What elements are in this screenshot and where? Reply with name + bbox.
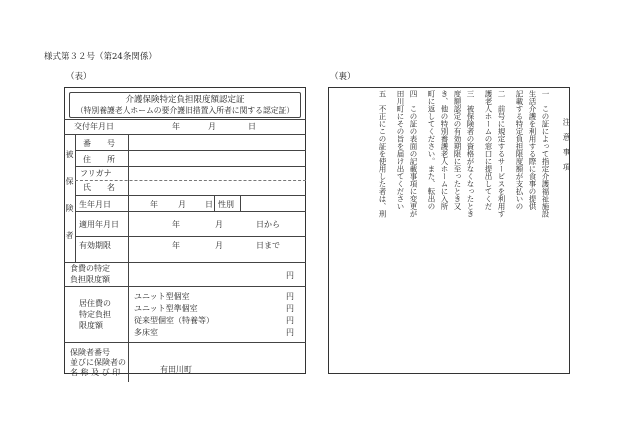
- issue-date-label: 交付年月日: [74, 122, 114, 131]
- applicable-month: 月: [215, 220, 223, 229]
- address-label: 住 所: [83, 155, 115, 164]
- name-label: 氏 名: [83, 183, 115, 192]
- food-limit-line1: 食費の特定: [70, 264, 110, 273]
- back-column-5: 護老人ホームの窓口に提出してくだ: [484, 90, 493, 210]
- sex-label: 性別: [218, 200, 234, 209]
- residence-label-1: 居住費の: [79, 299, 111, 308]
- food-limit-unit: 円: [286, 271, 294, 280]
- insurer-label-2: 並びに保険者の: [70, 358, 126, 367]
- birth-month: 月: [178, 200, 186, 209]
- title-line2: （特別養護老人ホームの要介護旧措置入所者に関する認定証）: [75, 106, 295, 115]
- birth-year: 年: [150, 200, 158, 209]
- room-ユニット型個室: ユニット型個室: [134, 292, 190, 301]
- front-label: （表）: [66, 72, 92, 82]
- room-unit-2: 円: [286, 304, 294, 313]
- back-label: （裏）: [330, 72, 356, 82]
- back-column-6: 三 被保険者の資格がなくなったとき: [466, 90, 475, 218]
- back-column-12: 五 不正にこの証を使用した者は、刑: [378, 90, 387, 218]
- back-column-11: 田川町にその旨を届け出てください: [396, 90, 405, 210]
- back-column-2: 生活介護を利用する際に食事の提供: [528, 90, 537, 210]
- applicable-date-label: 適用年月日: [79, 220, 119, 229]
- room-ユニット型準個室: ユニット型準個室: [134, 304, 198, 313]
- room-unit-3: 円: [286, 316, 294, 325]
- residence-label-3: 限度額: [79, 321, 103, 330]
- room-多床室: 多床室: [134, 328, 158, 337]
- insurer-name: 有田川町: [160, 365, 192, 374]
- back-heading: 注 意 事 項: [562, 118, 571, 171]
- back-column-8: き、他の特別養護老人ホームに入所: [440, 90, 449, 210]
- birth-day: 日: [205, 200, 213, 209]
- issue-year: 年: [172, 122, 180, 131]
- expiry-date-label: 有効期限: [79, 241, 111, 250]
- back-column-3: 記載する特定負担限度額が支払いの: [515, 90, 524, 210]
- furigana-label: フリガナ: [80, 169, 112, 178]
- food-limit-line2: 負担限度額: [70, 275, 110, 284]
- expiry-suffix: 日まで: [256, 241, 280, 250]
- back-column-9: 町に返してください。また、転出の: [427, 90, 436, 210]
- insured-side-3: 険: [65, 204, 74, 213]
- room-unit-1: 円: [286, 292, 294, 301]
- expiry-month: 月: [215, 241, 223, 250]
- back-column-1: 一 この証によって指定介護福祉施設: [541, 90, 550, 218]
- issue-month: 月: [208, 122, 216, 131]
- room-従来型個室: 従来型個室（特養等）: [134, 316, 214, 325]
- form-number: 様式第３２号（第24条関係）: [44, 52, 157, 62]
- insurer-label-1: 保険者番号: [70, 348, 110, 357]
- issue-day: 日: [248, 122, 256, 131]
- insured-side-1: 被: [65, 150, 74, 159]
- room-unit-4: 円: [286, 328, 294, 337]
- insured-side-4: 者: [65, 231, 74, 240]
- applicable-year: 年: [172, 220, 180, 229]
- insured-side-2: 保: [65, 177, 74, 186]
- title-line1: 介護保険特定負担限度額認定証: [125, 95, 245, 105]
- back-column-7: 度額認定の有効期限に至ったとき又: [453, 90, 462, 210]
- applicable-suffix: 日から: [256, 220, 280, 229]
- insurer-label-3: 名 称 及 び 印: [70, 368, 121, 377]
- back-column-10: 四 この証の表面の記載事項に変更が: [409, 90, 418, 218]
- back-column-4: 二 前号に規定するサービスを利用す: [497, 90, 506, 218]
- birth-label: 生年月日: [79, 200, 111, 209]
- number-label: 番 号: [83, 139, 115, 148]
- residence-label-2: 特定負担: [79, 310, 111, 319]
- expiry-year: 年: [172, 241, 180, 250]
